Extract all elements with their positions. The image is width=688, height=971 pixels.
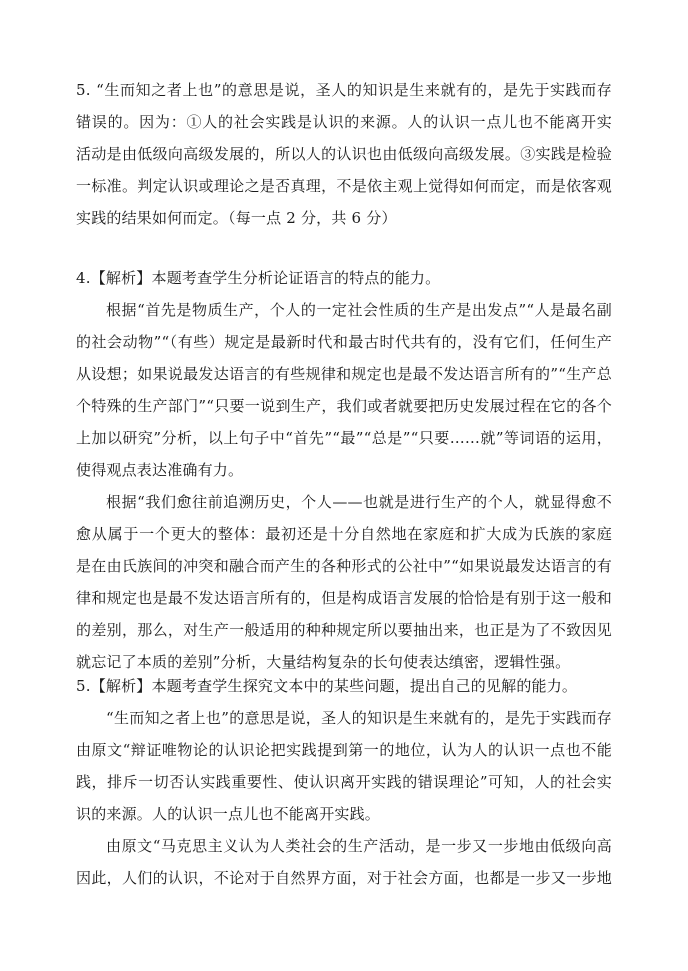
answer-5-line: 错误的。因为：①人的社会实践是认识的来源。人的认识一点儿也不能离开实 (76, 113, 612, 131)
analysis-4-para1-line: 个特殊的生产部门”“只要一说到生产，我们或者就要把历史发展过程在它的各个 (76, 397, 612, 415)
answer-5-line: 一标准。判定认识或理论之是否真理，不是依主观上觉得如何而定，而是依客观 (76, 177, 612, 195)
analysis-5-heading: 5.【解析】本题考查学生探究文本中的某些问题，提出自己的见解的能力。 (76, 677, 578, 695)
analysis-4-para2-line: 的差别，那么，对生产一般适用的种种规定所以要抽出来，也正是为了不致因见 (76, 621, 612, 639)
analysis-4-para1-line: 使得观点表达准确有力。 (76, 461, 244, 479)
analysis-5-para2-line: 因此，人们的认识，不论对于自然界方面，对于社会方面，也都是一步又一步地 (76, 869, 612, 887)
answer-5-line: 活动是由低级向高级发展的，所以人的认识也由低级向高级发展。③实践是检验 (76, 145, 612, 163)
analysis-5-para1-line: 识的来源。人的认识一点儿也不能离开实践。 (76, 805, 381, 823)
analysis-4-para2-line: 律和规定也是最不发达语言所有的，但是构成语言发展的恰恰是有别于这一般和 (76, 589, 612, 607)
analysis-4-para2-line: 根据“我们愈往前追溯历史，个人——也就是进行生产的个人，就显得愈不 (106, 493, 612, 511)
analysis-4-para2-line: 愈从属于一个更大的整体：最初还是十分自然地在家庭和扩大成为氏族的家庭 (76, 525, 612, 543)
analysis-4-para1-line: 上加以研究”分析，以上句子中“首先”“最”“总是”“只要……就”等词语的运用， (76, 429, 612, 447)
answer-5-line: 5. “生而知之者上也”的意思是说，圣人的知识是生来就有的，是先于实践而存 (76, 81, 612, 99)
analysis-5-para1-line: “生而知之者上也”的意思是说，圣人的知识是生来就有的，是先于实践而存 (106, 709, 612, 727)
analysis-4-heading: 4.【解析】本题考查学生分析论证语言的特点的能力。 (76, 269, 441, 287)
analysis-5-para1-line: 由原文“辩证唯物论的认识论把实践提到第一的地位，认为人的认识一点也不能 (76, 741, 612, 759)
analysis-4-para2-line: 就忘记了本质的差别”分析，大量结构复杂的长句使表达缜密，逻辑性强。 (76, 653, 571, 671)
analysis-4-para1-line: 的社会动物”“（有些）规定是最新时代和最古时代共有的，没有它们，任何生产 (76, 333, 612, 351)
answer-5-line: 实践的结果如何而定。（每一点 2 分，共 6 分） (76, 209, 397, 227)
analysis-5-para2-line: 由原文“马克思主义认为人类社会的生产活动，是一步又一步地由低级向高 (106, 837, 612, 855)
analysis-4-block (76, 262, 612, 678)
answer-5-block (76, 74, 612, 234)
analysis-4-para1-line: 从设想；如果说最发达语言的有些规律和规定也是最不发达语言所有的”“生产总 (76, 365, 612, 383)
analysis-4-para1-line: 根据“首先是物质生产，个人的一定社会性质的生产是出发点”“人是最名副 (106, 301, 612, 319)
analysis-5-block (76, 670, 612, 894)
analysis-5-para1-line: 践，排斥一切否认实践重要性、使认识离开实践的错误理论”可知，人的社会实 (76, 773, 612, 791)
analysis-4-para2-line: 是在由氏族间的冲突和融合而产生的各种形式的公社中”“如果说最发达语言的有 (76, 557, 612, 575)
